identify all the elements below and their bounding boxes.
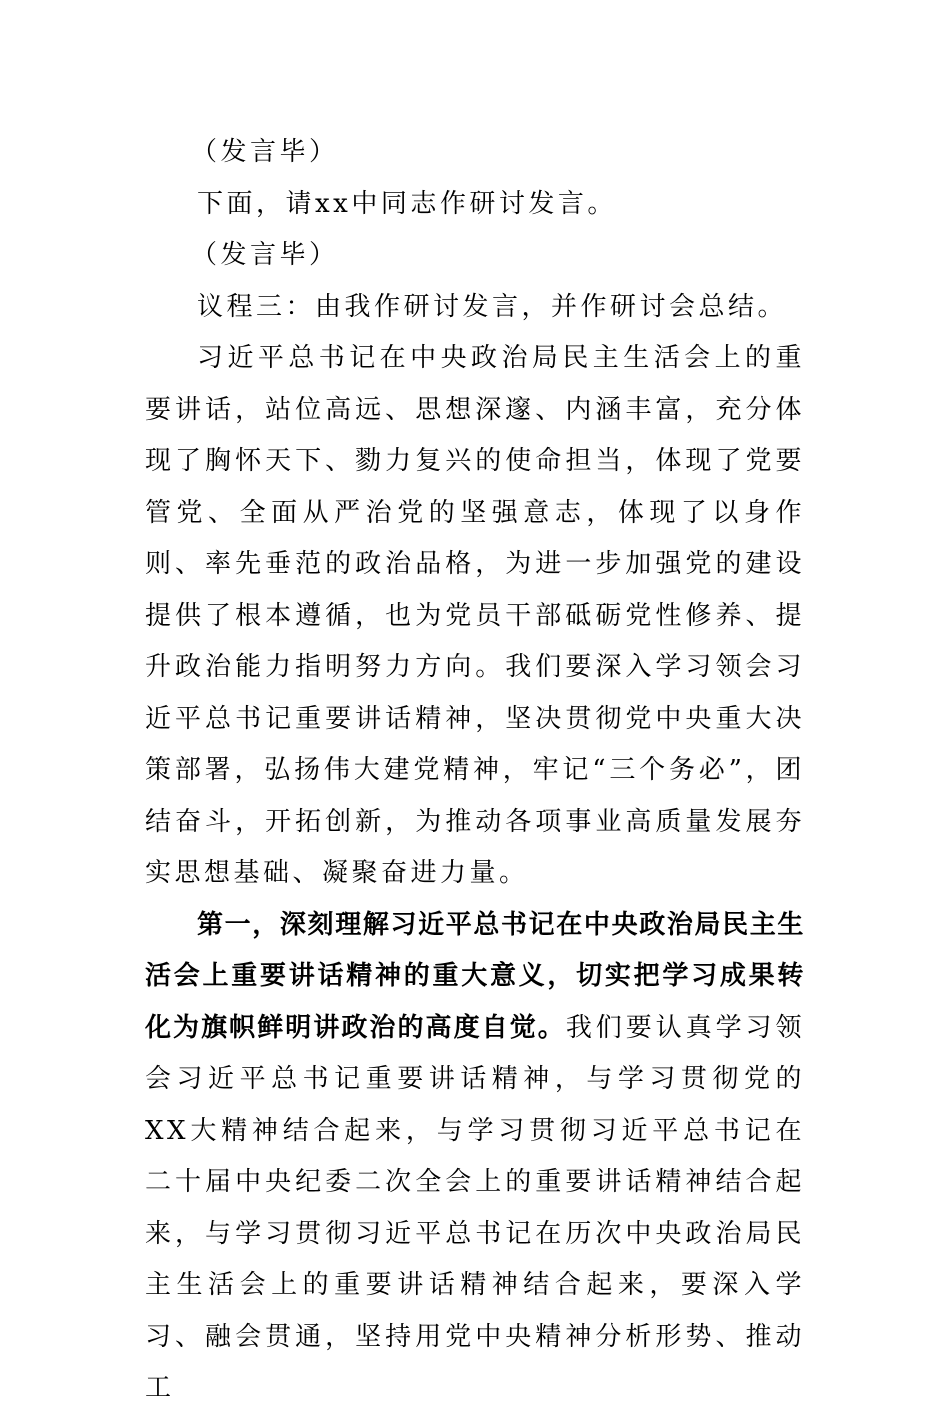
next-speaker-line: 下面，请xx中同志作研讨发言。 [197,188,617,219]
point-one-heading: 第一，深刻理解习近平总书记在中央政治局民主生活会上重要讲话精神的重大意义，切实把学习成果转化为旗帜鲜明讲政治的高度自觉。 [145,909,805,1043]
agenda-three-line: 议程三：由我作研讨发言，并作研讨会总结。 [197,291,788,322]
main-paragraph: 习近平总书记在中央政治局民主生活会上的重要讲话，站位高远、思想深邃、内涵丰富，充分体现了胸怀天下、勠力复兴的使命担当，体现了党要管党、全面从严治党的坚强意志，体现了以身作则、率先垂范的政治品格，为进一步加强党的建设提供了根本遵循，也为党员干部砥砺党性修养、提升政治能力指明努力方向。我们要深入学习领会习近平总书记重要讲话精神，坚决贯彻党中央重大决策部署，弘扬伟大建党精神，牢记“三个务必”，团结奋斗，开拓创新，为推动各项事业高质量发展夯实思想基础、凝聚奋进力量。 [145,343,805,888]
point-one-body: 我们要认真学习领会习近平总书记重要讲话精神，与学习贯彻党的XX大精神结合起来，与学习贯彻习近平总书记在二十届中央纪委二次全会上的重要讲话精神结合起来，与学习贯彻习近平总书记在历次中央政治局民主生活会上的重要讲话精神结合起来，要深入学习、融会贯通，坚持用党中央精神分析形势、推动工 [145,1012,805,1403]
point-one-paragraph [145,900,805,1415]
document-body [145,127,805,1415]
speech-end-note-2: （发言毕） [191,240,339,270]
speech-end-note-1: （发言毕） [191,137,339,167]
